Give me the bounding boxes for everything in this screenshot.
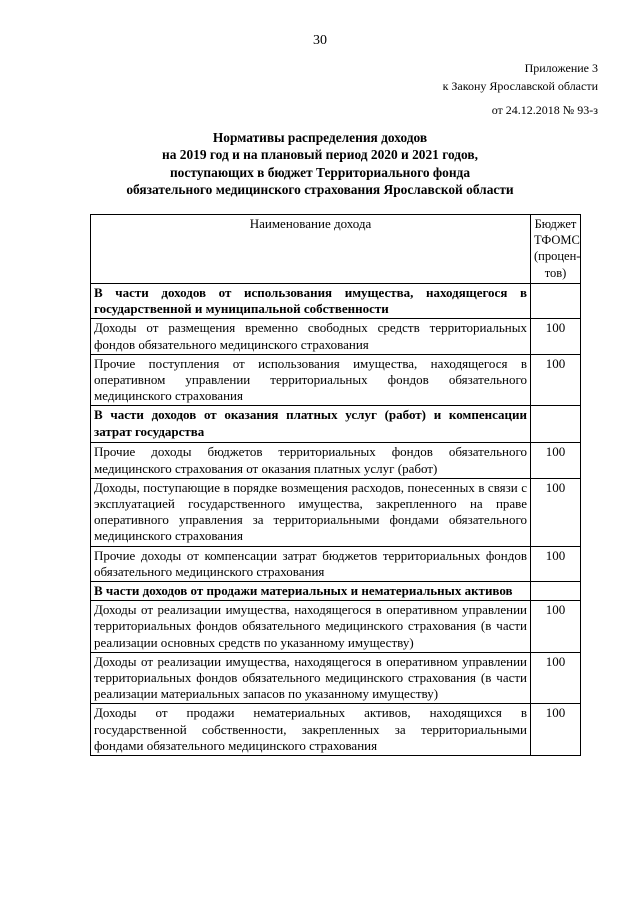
income-name: Доходы от продажи нематериальных активов, находящихся в государственной собственности, закрепленных за территориальными фондами обязательного медицинского страхования [91,704,531,756]
column-header-line: тов) [544,265,567,280]
section-title: В части доходов от использования имущества, находящегося в государственной и муниципальной собственности [91,284,531,319]
revenue-norms-table [90,214,581,756]
income-name: Прочие поступления от использования имущества, находящегося в оперативном управлении территориальных фондов обязательного медицинского страхования [91,354,531,406]
percent-value: 100 [531,546,581,581]
document-title [0,129,640,199]
percent-value: 100 [531,601,581,653]
percent-value [531,284,581,319]
table-row [91,443,581,478]
column-header-line: Бюджет [534,217,577,231]
percent-value: 100 [531,443,581,478]
table-section-row [91,582,581,601]
section-title: В части доходов от оказания платных услуг (работ) и компенсации затрат государства [91,406,531,443]
appendix-law: к Закону Ярославской области [442,79,598,93]
table-header-row [91,215,581,284]
table-row [91,704,581,756]
percent-value: 100 [531,704,581,756]
percent-value: 100 [531,478,581,546]
table-row [91,319,581,354]
table-section-row [91,406,581,443]
percent-value: 100 [531,319,581,354]
table-row [91,652,581,704]
table-row [91,354,581,406]
income-name: Доходы, поступающие в порядке возмещения расходов, понесенных в связи с эксплуатацией государственного имущества, закрепленного на праве оперативного управления за территориальными фондами обязательного медицинского страхования [91,478,531,546]
appendix-date: от 24.12.2018 № 93-з [491,103,598,117]
income-name: Доходы от размещения временно свободных средств территориальных фондов обязательного медицинского страхования [91,319,531,354]
appendix-block [443,59,598,119]
page-number: 30 [313,33,327,48]
table-section-row [91,284,581,319]
column-header-budget-percent [531,215,581,284]
title-line: Нормативы распределения доходов [212,130,428,145]
table-row [91,478,581,546]
income-name: Прочие доходы бюджетов территориальных фондов обязательного медицинского страхования от оказания платных услуг (работ) [91,443,531,478]
appendix-number: Приложение 3 [524,61,598,75]
percent-value: 100 [531,354,581,406]
percent-value [531,406,581,443]
percent-value [531,582,581,601]
income-name: Доходы от реализации имущества, находящегося в оперативном управлении территориальных фондов обязательного медицинского страхования (в части реализации материальных запасов по указанному имуществу) [91,652,531,704]
column-header-line: (процен- [534,249,581,264]
title-line: на 2019 год и на плановый период 2020 и 2021 годов, [162,147,478,163]
table-row [91,546,581,581]
title-line: поступающих в бюджет Территориального фонда [169,164,471,180]
percent-value: 100 [531,652,581,704]
income-name: Прочие доходы от компенсации затрат бюджетов территориальных фондов обязательного медицинского страхования [91,546,531,581]
column-header-income-name: Наименование дохода [91,215,531,284]
section-title: В части доходов от продажи материальных и нематериальных активов [91,582,531,601]
column-header-line: ТФОМС [534,233,580,248]
income-name: Доходы от реализации имущества, находящегося в оперативном управлении территориальных фондов обязательного медицинского страхования (в части реализации основных средств по указанному имуществу) [91,601,531,653]
table-row [91,601,581,653]
title-line: обязательного медицинского страхования Ярославской области [126,182,514,198]
